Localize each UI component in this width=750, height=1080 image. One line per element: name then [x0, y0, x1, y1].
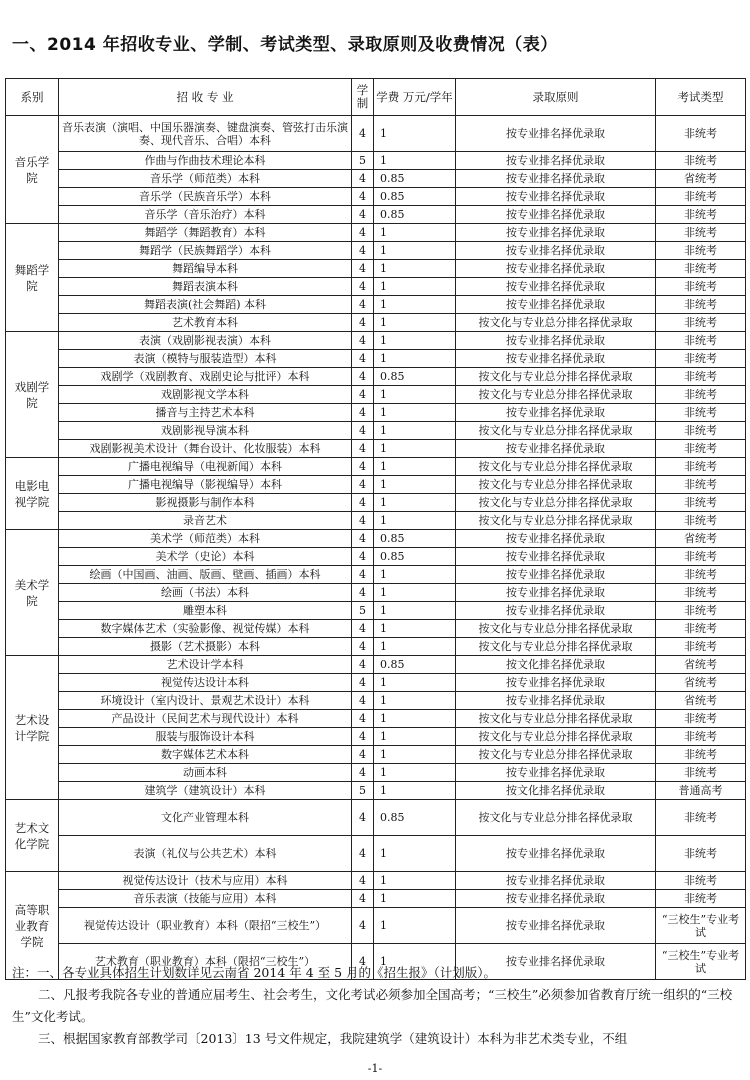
- principle-cell: 按专业排名择优录取: [456, 908, 656, 944]
- exam-cell: 非统考: [656, 620, 746, 638]
- exam-cell: 非统考: [656, 890, 746, 908]
- years-cell: 5: [352, 602, 374, 620]
- table-row: [6, 260, 746, 278]
- major-cell: 表演（礼仪与公共艺术）本科: [59, 836, 352, 872]
- principle-cell: 按文化排名择优录取: [456, 656, 656, 674]
- years-cell: 4: [352, 278, 374, 296]
- table-header-row: [6, 79, 746, 116]
- exam-cell: 非统考: [656, 566, 746, 584]
- fee-cell: 1: [374, 566, 456, 584]
- major-cell: 录音艺术: [59, 512, 352, 530]
- years-cell: 4: [352, 566, 374, 584]
- exam-cell: 省统考: [656, 674, 746, 692]
- exam-cell: 非统考: [656, 728, 746, 746]
- major-cell: 艺术设计学本科: [59, 656, 352, 674]
- major-cell: 戏剧影视美术设计（舞台设计、化妆服装）本科: [59, 440, 352, 458]
- years-cell: 4: [352, 116, 374, 152]
- principle-cell: 按专业排名择优录取: [456, 296, 656, 314]
- fee-cell: 1: [374, 710, 456, 728]
- major-cell: 动画本科: [59, 764, 352, 782]
- exam-cell: 非统考: [656, 548, 746, 566]
- table-row: [6, 368, 746, 386]
- fee-cell: 1: [374, 728, 456, 746]
- exam-cell: 非统考: [656, 224, 746, 242]
- years-cell: 4: [352, 890, 374, 908]
- table-row: [6, 674, 746, 692]
- principle-cell: 按专业排名择优录取: [456, 944, 656, 980]
- exam-cell: 非统考: [656, 188, 746, 206]
- principle-cell: 按专业排名择优录取: [456, 566, 656, 584]
- principle-cell: 按文化与专业总分排名择优录取: [456, 746, 656, 764]
- exam-cell: 非统考: [656, 746, 746, 764]
- fee-cell: 1: [374, 746, 456, 764]
- exam-cell: 普通高考: [656, 782, 746, 800]
- years-cell: 4: [352, 332, 374, 350]
- years-cell: 4: [352, 638, 374, 656]
- exam-cell: 非统考: [656, 242, 746, 260]
- years-cell: 4: [352, 494, 374, 512]
- dept-cell: 美术学院: [6, 530, 59, 656]
- principle-cell: 按专业排名择优录取: [456, 224, 656, 242]
- fee-cell: 1: [374, 116, 456, 152]
- exam-cell: 非统考: [656, 296, 746, 314]
- principle-cell: 按专业排名择优录取: [456, 836, 656, 872]
- page-number: -1-: [367, 1062, 383, 1075]
- years-cell: 4: [352, 224, 374, 242]
- table-row: [6, 242, 746, 260]
- principle-cell: 按文化与专业总分排名择优录取: [456, 512, 656, 530]
- fee-cell: 1: [374, 422, 456, 440]
- fee-cell: 1: [374, 944, 456, 980]
- exam-cell: 非统考: [656, 800, 746, 836]
- header-dept: 系别: [6, 79, 59, 116]
- table-row: [6, 206, 746, 224]
- exam-cell: 非统考: [656, 440, 746, 458]
- principle-cell: 按文化与专业总分排名择优录取: [456, 314, 656, 332]
- exam-cell: 非统考: [656, 512, 746, 530]
- major-cell: 绘画（书法）本科: [59, 584, 352, 602]
- table-row: [6, 224, 746, 242]
- years-cell: 4: [352, 908, 374, 944]
- years-cell: 4: [352, 746, 374, 764]
- exam-cell: 非统考: [656, 872, 746, 890]
- major-cell: 艺术教育本科: [59, 314, 352, 332]
- years-cell: 4: [352, 170, 374, 188]
- fee-cell: 1: [374, 872, 456, 890]
- header-principle: 录取原则: [456, 79, 656, 116]
- fee-cell: 1: [374, 764, 456, 782]
- principle-cell: 按专业排名择优录取: [456, 692, 656, 710]
- major-cell: 数字媒体艺术本科: [59, 746, 352, 764]
- table-row: [6, 152, 746, 170]
- years-cell: 4: [352, 584, 374, 602]
- principle-cell: 按文化与专业总分排名择优录取: [456, 620, 656, 638]
- principle-cell: 按专业排名择优录取: [456, 188, 656, 206]
- years-cell: 4: [352, 242, 374, 260]
- years-cell: 4: [352, 710, 374, 728]
- dept-cell: 舞蹈学院: [6, 224, 59, 332]
- table-row: [6, 458, 746, 476]
- table-row: [6, 116, 746, 152]
- exam-cell: 非统考: [656, 152, 746, 170]
- table-row: [6, 422, 746, 440]
- exam-cell: 非统考: [656, 422, 746, 440]
- table-row: [6, 656, 746, 674]
- years-cell: 4: [352, 872, 374, 890]
- table-row: [6, 584, 746, 602]
- years-cell: 4: [352, 458, 374, 476]
- table-row: [6, 692, 746, 710]
- major-cell: 戏剧影视文学本科: [59, 386, 352, 404]
- dept-cell: 电影电视学院: [6, 458, 59, 530]
- fee-cell: 1: [374, 260, 456, 278]
- years-cell: 4: [352, 386, 374, 404]
- table-row: [6, 728, 746, 746]
- major-cell: 戏剧影视导演本科: [59, 422, 352, 440]
- exam-cell: 非统考: [656, 476, 746, 494]
- major-cell: 数字媒体艺术（实验影像、视觉传媒）本科: [59, 620, 352, 638]
- dept-cell: 艺术设计学院: [6, 656, 59, 800]
- fee-cell: 1: [374, 458, 456, 476]
- major-cell: 服装与服饰设计本科: [59, 728, 352, 746]
- fee-cell: 1: [374, 512, 456, 530]
- exam-cell: 非统考: [656, 584, 746, 602]
- major-cell: 广播电视编导（电视新闻）本科: [59, 458, 352, 476]
- exam-cell: “三校生”专业考试: [656, 944, 746, 980]
- fee-cell: 1: [374, 782, 456, 800]
- principle-cell: 按专业排名择优录取: [456, 548, 656, 566]
- principle-cell: 按专业排名择优录取: [456, 332, 656, 350]
- years-cell: 4: [352, 188, 374, 206]
- major-cell: 产品设计（民间艺术与现代设计）本科: [59, 710, 352, 728]
- years-cell: 4: [352, 836, 374, 872]
- fee-cell: 1: [374, 440, 456, 458]
- exam-cell: 非统考: [656, 332, 746, 350]
- table-row: [6, 872, 746, 890]
- exam-cell: 省统考: [656, 530, 746, 548]
- principle-cell: 按专业排名择优录取: [456, 350, 656, 368]
- fee-cell: 1: [374, 584, 456, 602]
- table-row: [6, 764, 746, 782]
- principle-cell: 按专业排名择优录取: [456, 278, 656, 296]
- principle-cell: 按专业排名择优录取: [456, 170, 656, 188]
- table-row: [6, 188, 746, 206]
- years-cell: 4: [352, 368, 374, 386]
- table-row: [6, 494, 746, 512]
- years-cell: 4: [352, 944, 374, 980]
- exam-cell: 非统考: [656, 260, 746, 278]
- major-cell: 影视摄影与制作本科: [59, 494, 352, 512]
- fee-cell: 1: [374, 674, 456, 692]
- table-row: [6, 314, 746, 332]
- principle-cell: 按文化与专业总分排名择优录取: [456, 494, 656, 512]
- years-cell: 4: [352, 206, 374, 224]
- fee-cell: 0.85: [374, 368, 456, 386]
- principle-cell: 按专业排名择优录取: [456, 440, 656, 458]
- major-cell: 播音与主持艺术本科: [59, 404, 352, 422]
- table-row: [6, 602, 746, 620]
- table-row: [6, 350, 746, 368]
- principle-cell: 按专业排名择优录取: [456, 242, 656, 260]
- fee-cell: 1: [374, 278, 456, 296]
- exam-cell: “三校生”专业考试: [656, 908, 746, 944]
- years-cell: 4: [352, 314, 374, 332]
- major-cell: 建筑学（建筑设计）本科: [59, 782, 352, 800]
- major-cell: 舞蹈表演本科: [59, 278, 352, 296]
- exam-cell: 非统考: [656, 386, 746, 404]
- table-row: [6, 782, 746, 800]
- note-2: 二、凡报考我院各专业的普通应届考生、社会考生，文化考试必须参加全国高考；“三校生”必须参加省教育厅统一组织的“三校生”文化考试。: [12, 987, 733, 1024]
- major-cell: 音乐表演（演唱、中国乐器演奏、键盘演奏、管弦打击乐演奏、现代音乐、合唱）本科: [59, 116, 352, 152]
- fee-cell: 0.85: [374, 800, 456, 836]
- major-cell: 表演（模特与服装造型）本科: [59, 350, 352, 368]
- years-cell: 4: [352, 800, 374, 836]
- exam-cell: 省统考: [656, 692, 746, 710]
- table-row: [6, 404, 746, 422]
- fee-cell: 1: [374, 836, 456, 872]
- major-cell: 摄影（艺术摄影）本科: [59, 638, 352, 656]
- fee-cell: 1: [374, 296, 456, 314]
- principle-cell: 按文化与专业总分排名择优录取: [456, 476, 656, 494]
- exam-cell: 非统考: [656, 602, 746, 620]
- principle-cell: 按文化与专业总分排名择优录取: [456, 638, 656, 656]
- fee-cell: 1: [374, 602, 456, 620]
- major-cell: 音乐表演（技能与应用）本科: [59, 890, 352, 908]
- fee-cell: 0.85: [374, 548, 456, 566]
- principle-cell: 按专业排名择优录取: [456, 116, 656, 152]
- principle-cell: 按专业排名择优录取: [456, 530, 656, 548]
- admissions-table: [5, 78, 746, 980]
- exam-cell: 非统考: [656, 368, 746, 386]
- exam-cell: 非统考: [656, 116, 746, 152]
- note-1: 注：一、各专业具体招生计划数详见云南省 2014 年 4 至 5 月的《招生报》（计划版）。: [12, 965, 497, 980]
- exam-cell: 非统考: [656, 458, 746, 476]
- dept-cell: 高等职业教育学院: [6, 872, 59, 980]
- major-cell: 雕塑本科: [59, 602, 352, 620]
- page-title: 一、2014 年招收专业、学制、考试类型、录取原则及收费情况（表）: [12, 35, 558, 55]
- fee-cell: 1: [374, 350, 456, 368]
- table-row: [6, 710, 746, 728]
- major-cell: 作曲与作曲技术理论本科: [59, 152, 352, 170]
- fee-cell: 0.85: [374, 656, 456, 674]
- exam-cell: 非统考: [656, 638, 746, 656]
- years-cell: 4: [352, 548, 374, 566]
- major-cell: 表演（戏剧影视表演）本科: [59, 332, 352, 350]
- major-cell: 环境设计（室内设计、景观艺术设计）本科: [59, 692, 352, 710]
- major-cell: 文化产业管理本科: [59, 800, 352, 836]
- major-cell: 绘画（中国画、油画、版画、壁画、插画）本科: [59, 566, 352, 584]
- fee-cell: 1: [374, 386, 456, 404]
- years-cell: 4: [352, 512, 374, 530]
- fee-cell: 0.85: [374, 530, 456, 548]
- fee-cell: 1: [374, 638, 456, 656]
- principle-cell: 按文化与专业总分排名择优录取: [456, 368, 656, 386]
- major-cell: 音乐学（民族音乐学）本科: [59, 188, 352, 206]
- major-cell: 视觉传达设计（技术与应用）本科: [59, 872, 352, 890]
- exam-cell: 非统考: [656, 206, 746, 224]
- major-cell: 音乐学（音乐治疗）本科: [59, 206, 352, 224]
- fee-cell: 1: [374, 314, 456, 332]
- exam-cell: 省统考: [656, 656, 746, 674]
- dept-cell: 戏剧学院: [6, 332, 59, 458]
- principle-cell: 按专业排名择优录取: [456, 260, 656, 278]
- table-row: [6, 476, 746, 494]
- header-major: 招 收 专 业: [59, 79, 352, 116]
- principle-cell: 按专业排名择优录取: [456, 764, 656, 782]
- fee-cell: 1: [374, 224, 456, 242]
- years-cell: 4: [352, 530, 374, 548]
- years-cell: 4: [352, 440, 374, 458]
- years-cell: 4: [352, 350, 374, 368]
- table-row: [6, 836, 746, 872]
- principle-cell: 按文化与专业总分排名择优录取: [456, 386, 656, 404]
- years-cell: 5: [352, 152, 374, 170]
- exam-cell: 非统考: [656, 710, 746, 728]
- principle-cell: 按专业排名择优录取: [456, 206, 656, 224]
- major-cell: 美术学（师范类）本科: [59, 530, 352, 548]
- header-years: 学制: [352, 79, 374, 116]
- table-row: [6, 548, 746, 566]
- years-cell: 4: [352, 620, 374, 638]
- major-cell: 艺术教育（职业教育）本科（限招“三校生”）: [59, 944, 352, 980]
- principle-cell: 按文化排名择优录取: [456, 782, 656, 800]
- fee-cell: 0.85: [374, 170, 456, 188]
- table-row: [6, 746, 746, 764]
- fee-cell: 1: [374, 476, 456, 494]
- exam-cell: 非统考: [656, 350, 746, 368]
- years-cell: 5: [352, 782, 374, 800]
- table-body: [6, 116, 746, 980]
- principle-cell: 按专业排名择优录取: [456, 584, 656, 602]
- table-row: [6, 170, 746, 188]
- years-cell: 4: [352, 260, 374, 278]
- table-row: [6, 440, 746, 458]
- years-cell: 4: [352, 404, 374, 422]
- principle-cell: 按文化与专业总分排名择优录取: [456, 458, 656, 476]
- fee-cell: 1: [374, 620, 456, 638]
- exam-cell: 非统考: [656, 836, 746, 872]
- principle-cell: 按专业排名择优录取: [456, 872, 656, 890]
- major-cell: 视觉传达设计本科: [59, 674, 352, 692]
- principle-cell: 按文化与专业总分排名择优录取: [456, 728, 656, 746]
- fee-cell: 1: [374, 152, 456, 170]
- major-cell: 音乐学（师范类）本科: [59, 170, 352, 188]
- fee-cell: 1: [374, 908, 456, 944]
- fee-cell: 1: [374, 242, 456, 260]
- major-cell: 舞蹈学（舞蹈教育）本科: [59, 224, 352, 242]
- years-cell: 4: [352, 656, 374, 674]
- years-cell: 4: [352, 728, 374, 746]
- principle-cell: 按专业排名择优录取: [456, 404, 656, 422]
- exam-cell: 非统考: [656, 314, 746, 332]
- fee-cell: 1: [374, 404, 456, 422]
- table-row: [6, 386, 746, 404]
- years-cell: 4: [352, 476, 374, 494]
- years-cell: 4: [352, 296, 374, 314]
- years-cell: 4: [352, 422, 374, 440]
- major-cell: 舞蹈学（民族舞蹈学）本科: [59, 242, 352, 260]
- major-cell: 广播电视编导（影视编导）本科: [59, 476, 352, 494]
- years-cell: 4: [352, 692, 374, 710]
- exam-cell: 非统考: [656, 764, 746, 782]
- major-cell: 舞蹈编导本科: [59, 260, 352, 278]
- table-row: [6, 908, 746, 944]
- exam-cell: 非统考: [656, 404, 746, 422]
- principle-cell: 按专业排名择优录取: [456, 890, 656, 908]
- table-row: [6, 638, 746, 656]
- fee-cell: 0.85: [374, 206, 456, 224]
- principle-cell: 按专业排名择优录取: [456, 602, 656, 620]
- note-3: 三、根据国家教育部教学司〔2013〕13 号文件规定，我院建筑学（建筑设计）本科为非艺术类专业，不组: [38, 1031, 628, 1046]
- principle-cell: 按专业排名择优录取: [456, 152, 656, 170]
- header-exam: 考试类型: [656, 79, 746, 116]
- header-fee: 学费 万元/学年: [374, 79, 456, 116]
- fee-cell: 1: [374, 494, 456, 512]
- table-row: [6, 530, 746, 548]
- fee-cell: 1: [374, 332, 456, 350]
- major-cell: 戏剧学（戏剧教育、戏剧史论与批评）本科: [59, 368, 352, 386]
- table-row: [6, 890, 746, 908]
- fee-cell: 1: [374, 890, 456, 908]
- major-cell: 视觉传达设计（职业教育）本科（限招“三校生”）: [59, 908, 352, 944]
- table-row: [6, 278, 746, 296]
- dept-cell: 艺术文化学院: [6, 800, 59, 872]
- fee-cell: 0.85: [374, 188, 456, 206]
- principle-cell: 按文化与专业总分排名择优录取: [456, 710, 656, 728]
- table-row: [6, 512, 746, 530]
- exam-cell: 非统考: [656, 278, 746, 296]
- fee-cell: 1: [374, 692, 456, 710]
- major-cell: 美术学（史论）本科: [59, 548, 352, 566]
- table-row: [6, 620, 746, 638]
- table-row: [6, 332, 746, 350]
- notes: [12, 962, 740, 1050]
- table-row: [6, 800, 746, 836]
- exam-cell: 非统考: [656, 494, 746, 512]
- principle-cell: 按专业排名择优录取: [456, 674, 656, 692]
- dept-cell: 音乐学院: [6, 116, 59, 224]
- principle-cell: 按文化与专业总分排名择优录取: [456, 800, 656, 836]
- table-row: [6, 296, 746, 314]
- major-cell: 舞蹈表演(社会舞蹈) 本科: [59, 296, 352, 314]
- exam-cell: 省统考: [656, 170, 746, 188]
- years-cell: 4: [352, 674, 374, 692]
- years-cell: 4: [352, 764, 374, 782]
- principle-cell: 按文化与专业总分排名择优录取: [456, 422, 656, 440]
- table-row: [6, 566, 746, 584]
